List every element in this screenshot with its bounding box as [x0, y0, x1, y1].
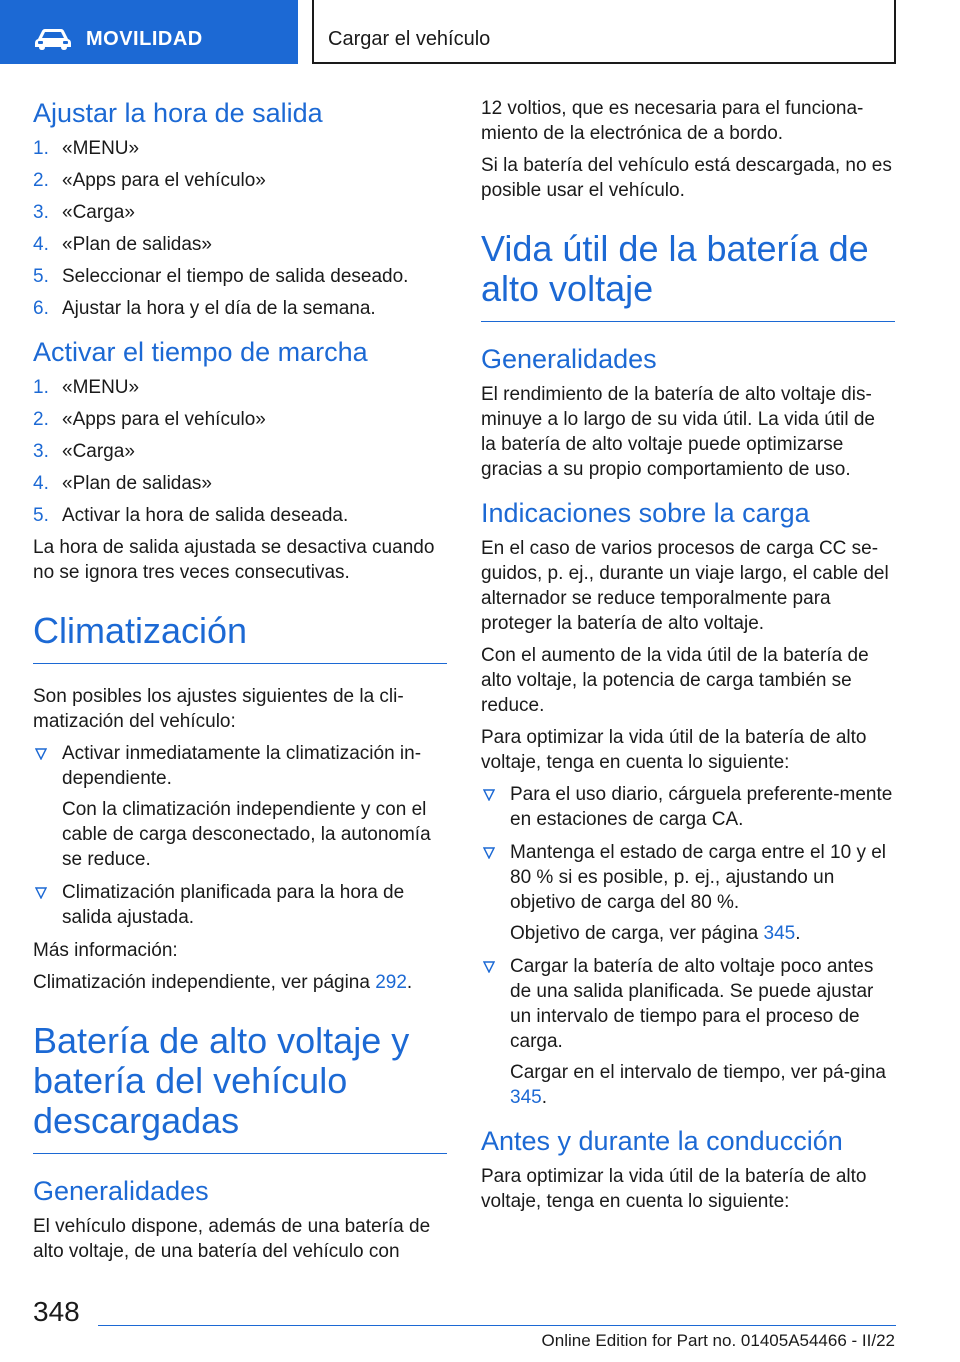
heading-block-climatizacion: [33, 611, 447, 664]
bullets-climatizacion: [33, 741, 447, 930]
step-item: 1. «MENU»: [33, 377, 140, 398]
heading-generalidades-right: Generalidades: [481, 344, 657, 374]
paragraph-continued-2: Si la batería del vehículo está descargada, no es posible usar el vehículo.: [481, 155, 892, 201]
heading-generalidades-left: Generalidades: [33, 1176, 209, 1206]
heading-ajustar-hora: Ajustar la hora de salida: [33, 98, 323, 128]
bullet-subtext: Objetivo de carga, ver página 345.: [510, 923, 801, 944]
bullet-subtext: Cargar en el intervalo de tiempo, ver pá-gina 345.: [510, 1062, 886, 1108]
paragraph-antes-durante: Para optimizar la vida útil de la batería de alto voltaje, tenga en cuenta lo siguiente:: [481, 1166, 867, 1212]
steps-activar-tiempo: [33, 375, 447, 528]
bullet-item: Activar inmediatamente la climatización in-dependiente. Con la climatización independiente y con el cable de carga desconectado, la autonomía se reduce.: [33, 741, 447, 872]
step-item: 2. «Apps para el vehículo»: [33, 409, 266, 430]
step-item: 5. Activar la hora de salida deseada.: [33, 505, 349, 526]
step-item: 2. «Apps para el vehículo»: [33, 170, 266, 191]
header-section-tab: [0, 0, 298, 64]
step-item: 1. «MENU»: [33, 138, 140, 159]
page-link-292[interactable]: 292: [375, 972, 407, 993]
paragraph-more-info: Más información:: [33, 940, 178, 961]
paragraph-clim-ref: Climatización independiente, ver página 292.: [33, 972, 413, 993]
header-title: Cargar el vehículo: [328, 28, 491, 50]
page-link-345[interactable]: 345: [763, 923, 796, 944]
steps-ajustar-hora: [33, 136, 447, 321]
heading-activar-tiempo: Activar el tiempo de marcha: [33, 337, 368, 367]
paragraph-note: La hora de salida ajustada se desactiva cuando no se ignora tres veces consecutivas.: [33, 537, 435, 583]
step-item: 6. Ajustar la hora y el día de la semana.: [33, 298, 376, 319]
right-column: [481, 96, 895, 1221]
step-item: 3. «Carga»: [33, 202, 135, 223]
bullet-item: Mantenga el estado de carga entre el 10 y el 80 % si es posible, p. ej., ajustando un objetivo de carga del 80 %. Objetivo de carga, ver página 345.: [481, 840, 895, 946]
footer-divider: [98, 1325, 896, 1326]
header-section-label: MOVILIDAD: [86, 28, 203, 50]
page-link-345[interactable]: 345: [510, 1087, 542, 1108]
step-item: 5. Seleccionar el tiempo de salida deseado.: [33, 266, 409, 287]
bullets-indicaciones: [481, 782, 895, 1110]
step-item: 3. «Carga»: [33, 441, 135, 462]
bullet-item: Para el uso diario, cárguela preferente-mente en estaciones de carga CA.: [481, 782, 895, 832]
footer-edition: Online Edition for Part no. 01405A54466 - II/22: [541, 1331, 895, 1350]
heading-climatizacion: Climatización: [33, 610, 248, 651]
heading-bateria-descargada: Batería de alto voltaje y batería del vehículo descargadas: [33, 1020, 410, 1141]
triangle-bullet-icon: [483, 961, 495, 973]
header-title-box: [312, 0, 896, 64]
page-number: 348: [33, 1296, 80, 1327]
paragraph-indicaciones-1: En el caso de varios procesos de carga CC se-guidos, p. ej., durante un viaje largo, el cable del alternador se reduce temporalmente para proteger la batería de alto voltaje.: [481, 538, 889, 634]
step-item: 4. «Plan de salidas»: [33, 234, 212, 255]
paragraph-generalidades-left: El vehículo dispone, además de una batería de alto voltaje, de una batería del vehículo con: [33, 1216, 431, 1262]
heading-antes-durante: Antes y durante la conducción: [481, 1126, 843, 1156]
paragraph-continued-1: 12 voltios, que es necesaria para el funciona-miento de la electrónica de a bordo.: [481, 98, 864, 144]
triangle-bullet-icon: [483, 789, 495, 801]
heading-block-bateria: [33, 1021, 447, 1154]
step-item: 4. «Plan de salidas»: [33, 473, 212, 494]
bullet-item: Cargar la batería de alto voltaje poco antes de una salida planificada. Se puede ajustar un intervalo de tiempo para el proceso de carga. Cargar en el intervalo de tiempo, ver pá-gina 345.: [481, 954, 895, 1110]
car-icon: [34, 28, 72, 50]
heading-indicaciones: Indicaciones sobre la carga: [481, 498, 810, 528]
paragraph-indicaciones-3: Para optimizar la vida útil de la batería de alto voltaje, tenga en cuenta lo siguiente:: [481, 727, 867, 773]
bullet-item: Climatización planificada para la hora de salida ajustada.: [33, 880, 447, 930]
paragraph-clim-intro: Son posibles los ajustes siguientes de la cli-matización del vehículo:: [33, 686, 404, 732]
heading-block-vida-util: [481, 229, 895, 322]
triangle-bullet-icon: [35, 748, 47, 760]
left-column: [33, 96, 447, 1271]
triangle-bullet-icon: [35, 887, 47, 899]
heading-vida-util: Vida útil de la batería de alto voltaje: [481, 228, 869, 309]
bullet-subtext: Con la climatización independiente y con el cable de carga desconectado, la autonomía se reduce.: [62, 799, 431, 870]
triangle-bullet-icon: [483, 847, 495, 859]
paragraph-generalidades-right: El rendimiento de la batería de alto voltaje dis-minuye a lo largo de su vida útil. La vida útil de la batería de alto voltaje puede optimizarse gracias a su propio comportamiento de uso.: [481, 384, 875, 480]
paragraph-indicaciones-2: Con el aumento de la vida útil de la batería de alto voltaje, la potencia de carga también se reduce.: [481, 645, 869, 716]
